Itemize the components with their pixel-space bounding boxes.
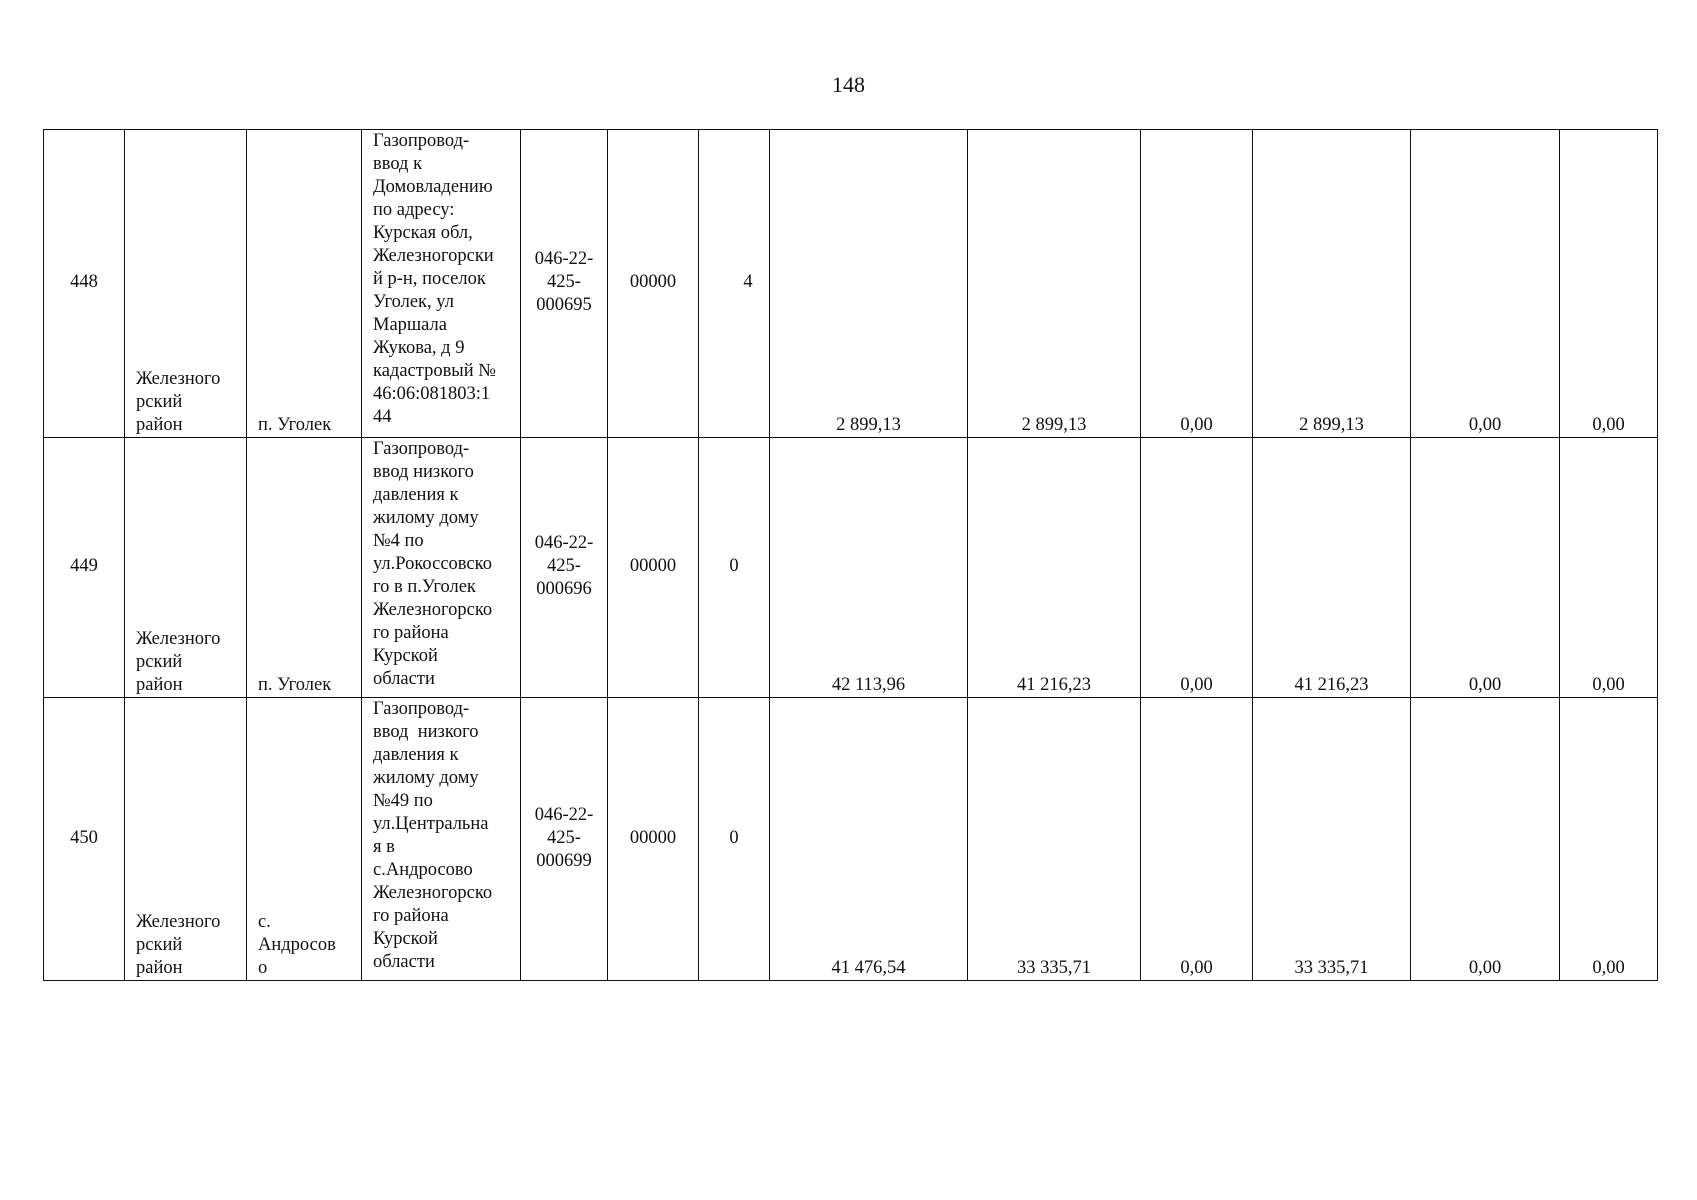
amount-cell: [1253, 438, 1411, 698]
amount-cell: [1560, 438, 1658, 698]
small-value-cell: [699, 130, 770, 438]
settlement: п. Уголек: [258, 415, 332, 435]
amount-value: 0,00: [1468, 675, 1502, 695]
registry-code: 046-22- 425- 000695: [534, 249, 594, 315]
amount-cell: [1141, 698, 1253, 981]
district: Железного рский район: [136, 369, 221, 435]
zeros-code: 00000: [629, 272, 677, 292]
object-description: Газопровод- ввод низкого давления к жилому дому №49 по ул.Центральна я в с.Андросово Железногорско го района Курской области: [373, 699, 493, 972]
object-cell: [362, 130, 521, 438]
amount-cell: [1411, 130, 1560, 438]
row-number-cell: [44, 438, 125, 698]
table-row: [44, 698, 1658, 981]
amount-cell: [968, 698, 1141, 981]
settlement-cell: [247, 130, 362, 438]
amount-value: 33 335,71: [1294, 958, 1369, 978]
row-number: 449: [70, 556, 98, 576]
zeros-code: 00000: [629, 556, 677, 576]
zeros-cell: [608, 438, 699, 698]
row-number: 450: [70, 828, 98, 848]
amount-cell: [1253, 130, 1411, 438]
amount-value: 0,00: [1180, 415, 1213, 435]
amount-cell: [1411, 698, 1560, 981]
code-cell: [521, 130, 608, 438]
district: Железного рский район: [136, 912, 221, 978]
amount-value: 0,00: [1180, 675, 1213, 695]
settlement: п. Уголек: [258, 675, 332, 695]
row-number-cell: [44, 130, 125, 438]
small-value-cell: [699, 438, 770, 698]
amount-value: 0,00: [1180, 958, 1213, 978]
amount-value: 2 899,13: [1021, 415, 1087, 435]
object-description: Газопровод- ввод к Домовладению по адресу: Курская обл, Железногорски й р-н, поселок Уголек, ул Маршала Жукова, д 9 кадастровый № 46:06:081803:1 44: [373, 131, 496, 427]
registry-code: 046-22- 425- 000699: [534, 805, 594, 871]
amount-cell: [1411, 438, 1560, 698]
small-value: 0: [729, 556, 739, 576]
zeros-cell: [608, 698, 699, 981]
district-cell: [125, 130, 247, 438]
row-number: 448: [70, 272, 98, 292]
amount-value: 41 476,54: [831, 958, 906, 978]
district: Железного рский район: [136, 629, 221, 695]
amount-cell: [1141, 130, 1253, 438]
amount-value: 0,00: [1468, 415, 1502, 435]
object-cell: [362, 438, 521, 698]
amount-cell: [770, 698, 968, 981]
amount-value: 0,00: [1592, 675, 1625, 695]
district-cell: [125, 698, 247, 981]
registry-table: [43, 129, 1658, 981]
amount-cell: [770, 130, 968, 438]
amount-cell: [1560, 130, 1658, 438]
row-number-cell: [44, 698, 125, 981]
zeros-code: 00000: [629, 828, 677, 848]
amount-value: 0,00: [1592, 415, 1625, 435]
object-description: Газопровод- ввод низкого давления к жилому дому №4 по ул.Рокоссовско го в п.Уголек Железногорско го района Курской области: [373, 439, 493, 689]
table-row: [44, 130, 1658, 438]
amount-cell: [1141, 438, 1253, 698]
settlement-cell: [247, 698, 362, 981]
amount-value: 41 216,23: [1017, 675, 1091, 695]
amount-value: 2 899,13: [836, 415, 901, 435]
page-number: 148: [832, 72, 865, 97]
amount-cell: [968, 438, 1141, 698]
small-value: 4: [743, 272, 753, 292]
amount-value: 2 899,13: [1299, 415, 1364, 435]
table-row: [44, 438, 1658, 698]
registry-code: 046-22- 425- 000696: [534, 533, 594, 599]
settlement: с. Андросов о: [258, 912, 336, 978]
code-cell: [521, 698, 608, 981]
object-cell: [362, 698, 521, 981]
amount-value: 42 113,96: [831, 675, 906, 695]
amount-value: 0,00: [1468, 958, 1502, 978]
zeros-cell: [608, 130, 699, 438]
amount-cell: [1560, 698, 1658, 981]
amount-cell: [968, 130, 1141, 438]
district-cell: [125, 438, 247, 698]
small-value-cell: [699, 698, 770, 981]
code-cell: [521, 438, 608, 698]
amount-value: 33 335,71: [1017, 958, 1091, 978]
small-value: 0: [729, 828, 739, 848]
amount-value: 0,00: [1592, 958, 1625, 978]
amount-value: 41 216,23: [1294, 675, 1369, 695]
amount-cell: [1253, 698, 1411, 981]
settlement-cell: [247, 438, 362, 698]
amount-cell: [770, 438, 968, 698]
